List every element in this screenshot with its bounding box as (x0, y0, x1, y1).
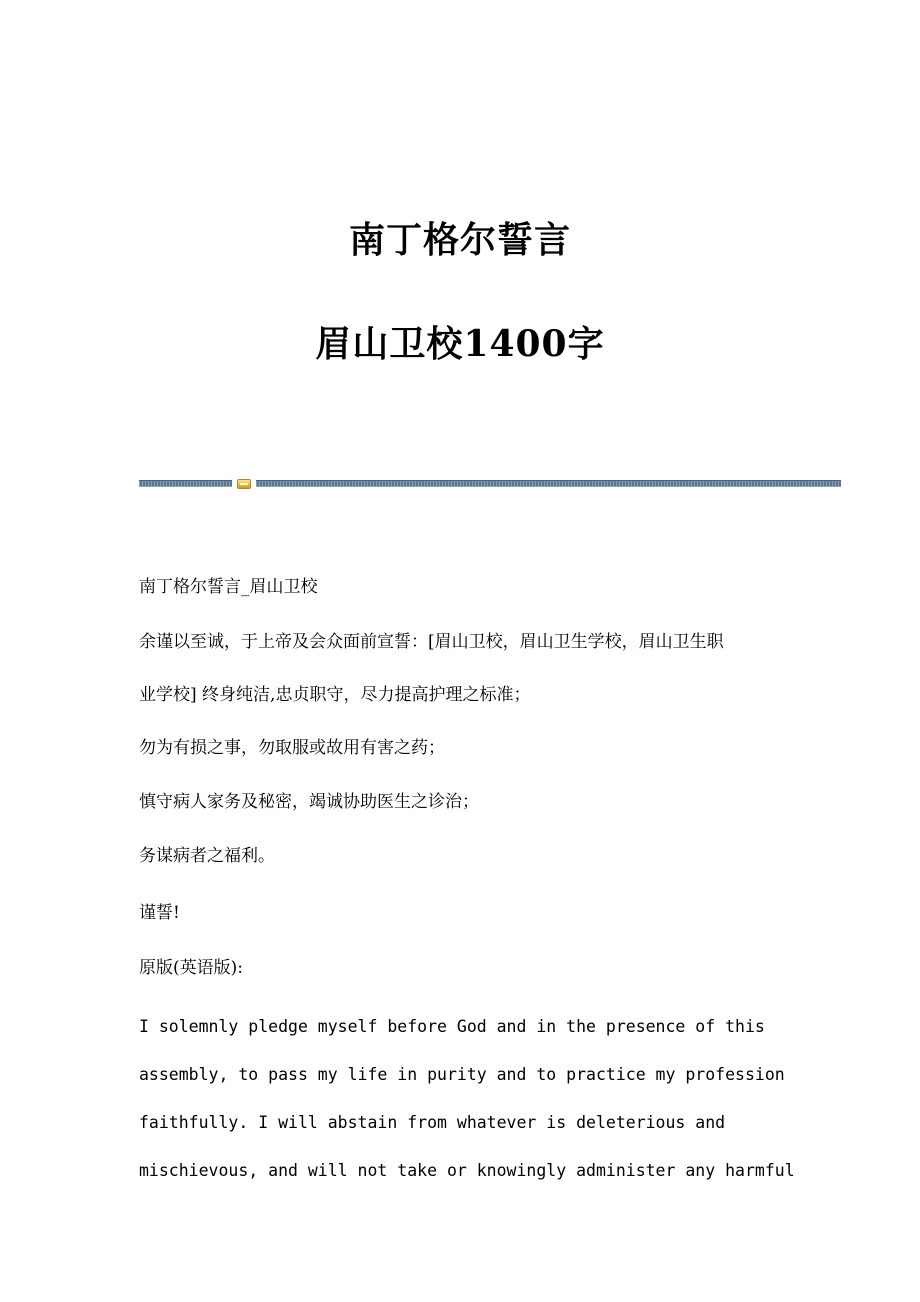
section-divider (139, 479, 841, 489)
oath-line-1: 余谨以至诚，于上帝及会众面前宣誓：[眉山卫校，眉山卫生学校，眉山卫生职 (139, 632, 724, 652)
oath-ending: 谨誓! (139, 903, 180, 923)
divider-bar-right (256, 480, 841, 487)
original-version-label: 原版(英语版): (139, 958, 243, 978)
english-line-1: I solemnly pledge myself before God and in the presence of this (139, 1017, 765, 1036)
document-title: 南丁格尔誓言 (348, 219, 571, 261)
body-heading: 南丁格尔誓言_眉山卫校 (139, 577, 318, 597)
oath-line-4: 慎守病人家务及秘密，竭诚协助医生之诊治； (139, 792, 479, 812)
english-line-3: faithfully. I will abstain from whatever is deleterious and (139, 1113, 726, 1132)
divider-bar-left (139, 480, 232, 487)
oath-line-3: 勿为有损之事，勿取服或故用有害之药； (139, 738, 445, 758)
document-subtitle: 眉山卫校1400字 (315, 323, 605, 365)
english-line-4: mischievous, and will not take or knowingly administer any harmful (139, 1161, 795, 1180)
divider-ornament-icon (237, 479, 251, 489)
oath-line-5: 务谋病者之福利。 (139, 846, 275, 866)
oath-line-2: 业学校] 终身纯洁,忠贞职守，尽力提高护理之标准； (139, 685, 531, 705)
english-line-2: assembly, to pass my life in purity and to practice my profession (139, 1065, 785, 1084)
